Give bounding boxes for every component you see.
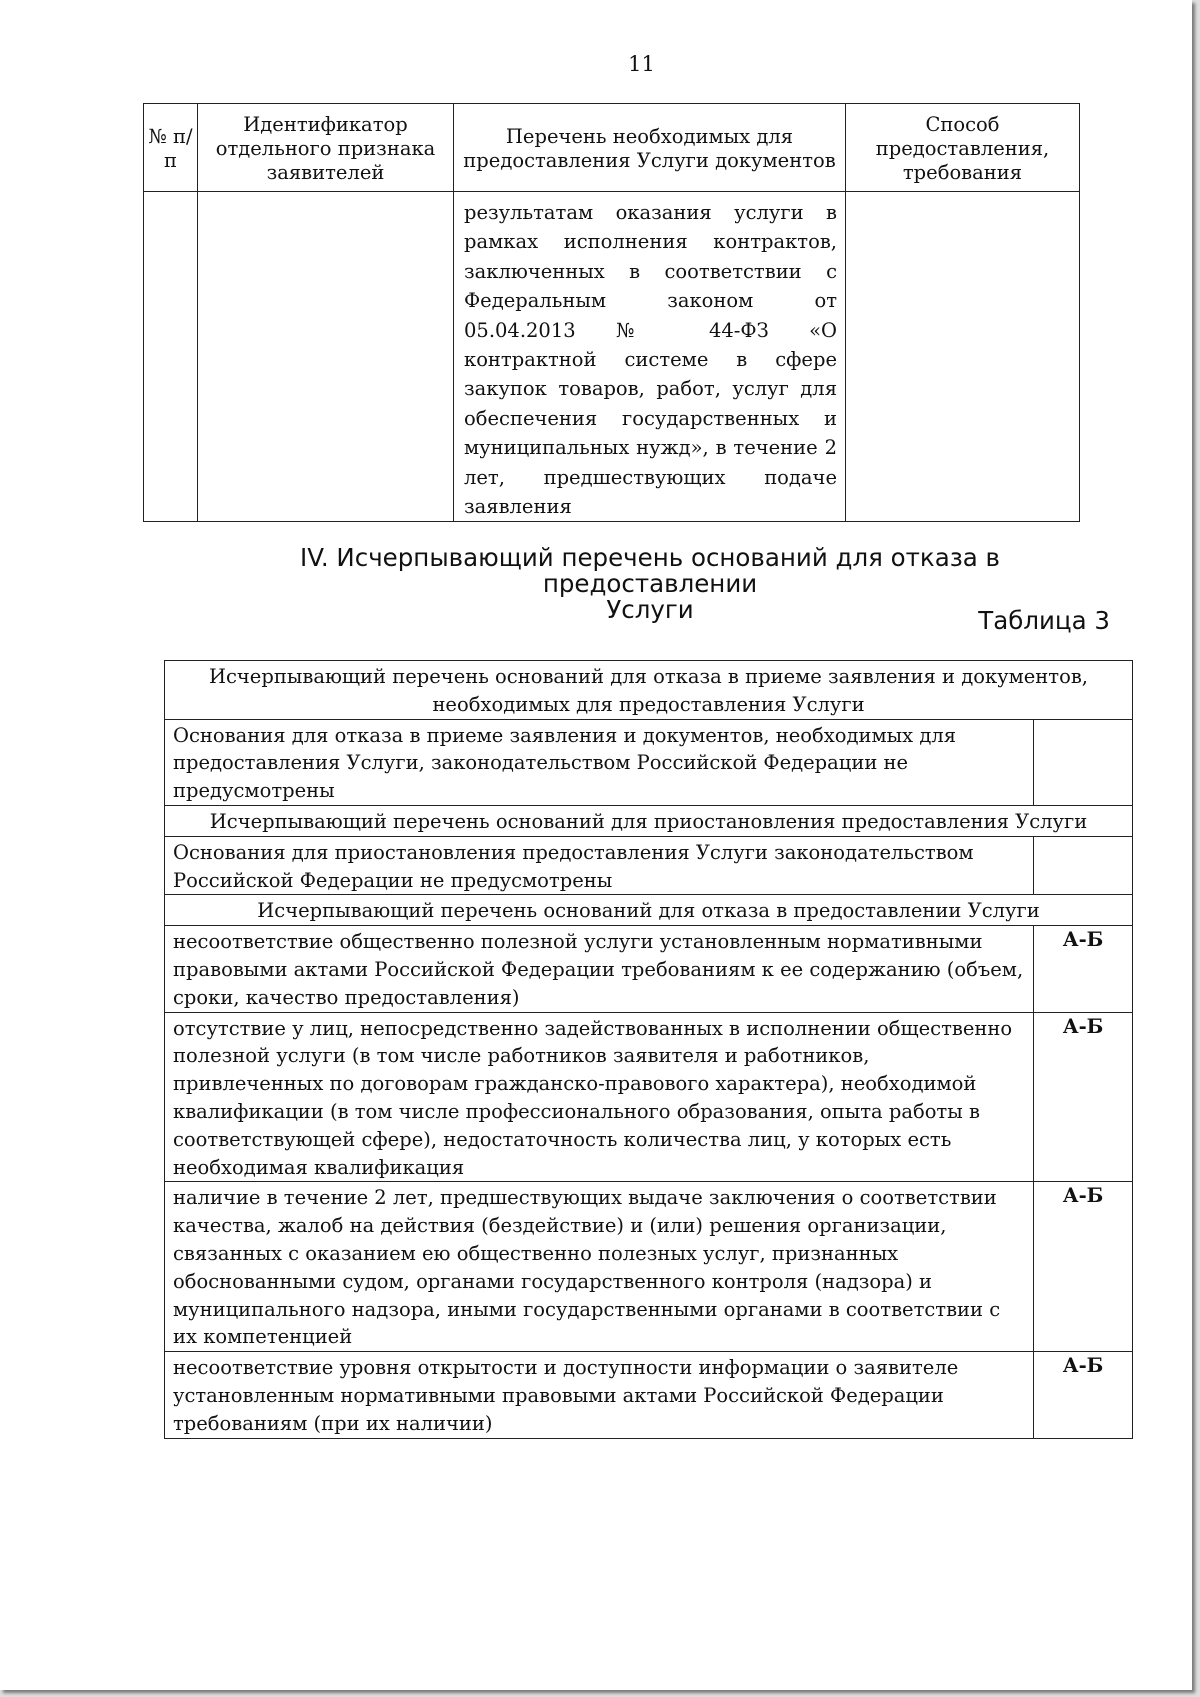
row-text: Основания для отказа в приеме заявления и документов, необходимых для предоставления Услуги, законодательством Российской Федерации не предусмотрены (165, 719, 1034, 805)
cell-method (846, 192, 1080, 522)
section-title-line: IV. Исчерпывающий перечень оснований для отказа в предоставлении (300, 543, 1000, 598)
cell-identifier (198, 192, 454, 522)
heading-reception-refusal: Исчерпывающий перечень оснований для отказа в приеме заявления и документов, необходимых для предоставления Услуги (165, 661, 1133, 720)
table-heading-row (165, 805, 1133, 836)
section-title (200, 545, 1100, 623)
row-code (1034, 836, 1133, 895)
row-text: отсутствие у лиц, непосредственно задействованных в исполнении общественно полезной услуги (в том числе работников заявителя и работников, привлеченных по договорам гражданско-правового характера), необходимой квалификации (в том числе профессионального образования, опыта работы в соответствующей сфере), недостаточность количества лиц, у которых есть необходимая квалификация (165, 1012, 1034, 1182)
table-label: Таблица 3 (978, 606, 1110, 635)
document-text-line: заключенных в соответствии с (464, 259, 837, 283)
document-text-line: 05.04.2013 № 44-ФЗ «О (464, 318, 837, 342)
refusal-grounds-table (164, 660, 1133, 1439)
row-code: А-Б (1034, 1182, 1133, 1352)
header-method: Способ предоставления, требования (846, 104, 1080, 192)
documents-table-continued (143, 103, 1080, 522)
table-header-row (144, 104, 1080, 192)
table-row (144, 192, 1080, 522)
row-code (1034, 719, 1133, 805)
section-title-line: Услуги (606, 595, 694, 624)
table-row (165, 1352, 1133, 1438)
document-text-line: муниципальных нужд», в течение 2 (464, 436, 837, 460)
row-code: А-Б (1034, 1352, 1133, 1438)
table-heading-row (165, 895, 1133, 926)
table-row (165, 836, 1133, 895)
header-identifier: Идентификатор отдельного признака заявителей (198, 104, 454, 192)
table-row (165, 1012, 1133, 1182)
row-text: несоответствие уровня открытости и доступности информации о заявителе установленным нормативными правовыми актами Российской Федерации требованиям (при их наличии) (165, 1352, 1034, 1438)
cell-num (144, 192, 198, 522)
row-code: А-Б (1034, 1012, 1133, 1182)
table-row (165, 926, 1133, 1012)
header-documents: Перечень необходимых для предоставления Услуги документов (454, 104, 846, 192)
document-text-line: обеспечения государственных и (464, 406, 837, 430)
heading-suspension: Исчерпывающий перечень оснований для приостановления предоставления Услуги (165, 805, 1133, 836)
document-text-line: Федеральным законом от (464, 289, 837, 313)
table-row (165, 1182, 1133, 1352)
header-num: № п/п (144, 104, 198, 192)
table-heading-row (165, 661, 1133, 720)
row-text: несоответствие общественно полезной услуги установленным нормативными правовыми актами Российской Федерации требованиям к ее содержанию (объем, сроки, качество предоставления) (165, 926, 1034, 1012)
cell-documents (454, 192, 846, 522)
document-text-line: лет, предшествующих подаче (464, 465, 837, 489)
row-text: Основания для приостановления предоставления Услуги законодательством Российской Федерации не предусмотрены (165, 836, 1034, 895)
row-code: А-Б (1034, 926, 1133, 1012)
table-row (165, 719, 1133, 805)
document-text-line: рамках исполнения контрактов, (464, 230, 837, 254)
document-text-line: закупок товаров, работ, услуг для (464, 377, 837, 401)
heading-service-refusal: Исчерпывающий перечень оснований для отказа в предоставлении Услуги (165, 895, 1133, 926)
document-text-line: контрактной системе в сфере (464, 348, 837, 372)
page-number: 11 (628, 52, 655, 76)
document-text-line: заявления (464, 495, 572, 519)
row-text: наличие в течение 2 лет, предшествующих выдаче заключения о соответствии качества, жалоб на действия (бездействие) и (или) решения организации, связанных с оказанием ею общественно полезных услуг, признанных обоснованными судом, органами государственного контроля (надзора) и муниципального надзора, иными государственными органами в соответствии с их компетенцией (165, 1182, 1034, 1352)
document-text-line: результатам оказания услуги в (464, 201, 837, 224)
